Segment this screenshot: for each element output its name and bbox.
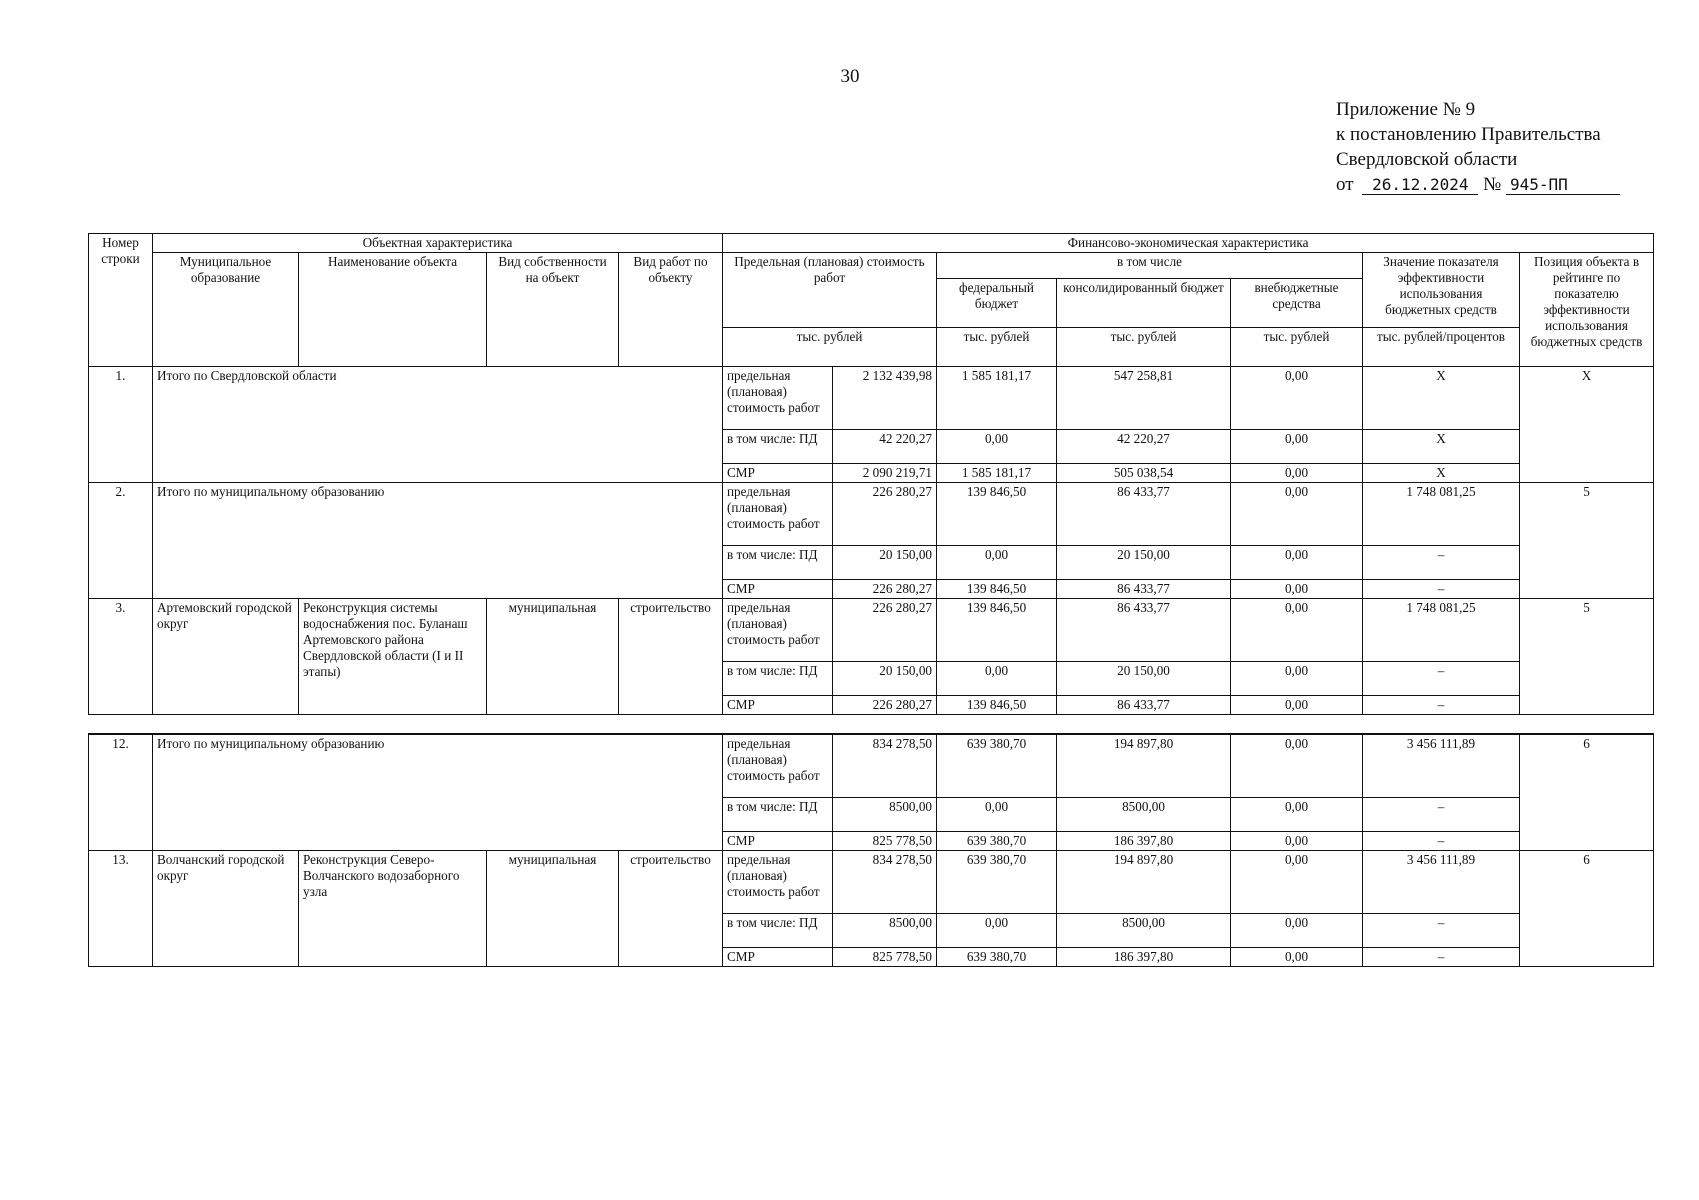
appendix-region: Свердловской области [1336, 149, 1518, 170]
consolidated-budget: 194 897,80 [1057, 851, 1231, 914]
header-work-type: Вид работ по объекту [619, 253, 723, 367]
municipality-cell: Артемовский городской округ [153, 599, 299, 715]
extrabudget-funds: 0,00 [1231, 580, 1363, 599]
row-type-label: СМР [723, 696, 833, 715]
extrabudget-funds: 0,00 [1231, 662, 1363, 696]
efficiency-value: – [1363, 948, 1520, 967]
extrabudget-funds: 0,00 [1231, 599, 1363, 662]
decree-number: 945-ПП [1506, 175, 1620, 195]
extrabudget-funds: 0,00 [1231, 832, 1363, 851]
consolidated-budget: 8500,00 [1057, 914, 1231, 948]
header-unit-consolidated: тыс. рублей [1057, 328, 1231, 367]
row-number: 12. [89, 734, 153, 851]
budget-table [88, 233, 1654, 967]
federal-budget: 139 846,50 [937, 580, 1057, 599]
cost-total: 2 132 439,98 [833, 367, 937, 430]
consolidated-budget: 186 397,80 [1057, 832, 1231, 851]
efficiency-value: 1 748 081,25 [1363, 599, 1520, 662]
row-type-label: СМР [723, 464, 833, 483]
efficiency-value: 1 748 081,25 [1363, 483, 1520, 546]
federal-budget: 0,00 [937, 430, 1057, 464]
federal-budget: 0,00 [937, 546, 1057, 580]
extrabudget-funds: 0,00 [1231, 734, 1363, 798]
consolidated-budget: 86 433,77 [1057, 483, 1231, 546]
work-type-cell: строительство [619, 599, 723, 715]
row-type-label: предельная (плановая) стоимость работ [723, 734, 833, 798]
total-title: Итого по муниципальному образованию [153, 483, 723, 599]
header-municipality: Муниципальное образование [153, 253, 299, 367]
cost-total: 2 090 219,71 [833, 464, 937, 483]
header-rating: Позиция объекта в рейтинге по показателю эффективности использования бюджетных средств [1520, 253, 1654, 367]
table-body [89, 367, 1654, 967]
cost-total: 834 278,50 [833, 734, 937, 798]
efficiency-value: Х [1363, 367, 1520, 430]
header-object-group: Объектная характеристика [153, 234, 723, 253]
extrabudget-funds: 0,00 [1231, 948, 1363, 967]
table-gap-row [89, 715, 1654, 735]
row-type-label: в том числе: ПД [723, 430, 833, 464]
page-number: 30 [840, 66, 860, 87]
date-prefix: от [1336, 174, 1354, 195]
appendix-date-line [1336, 172, 1666, 197]
row-type-label: предельная (плановая) стоимость работ [723, 367, 833, 430]
row-type-label: СМР [723, 832, 833, 851]
cost-total: 226 280,27 [833, 599, 937, 662]
table-row [89, 367, 1654, 430]
row-type-label: СМР [723, 580, 833, 599]
gap-cell [89, 715, 1654, 735]
consolidated-budget: 20 150,00 [1057, 662, 1231, 696]
row-number: 1. [89, 367, 153, 483]
federal-budget: 139 846,50 [937, 696, 1057, 715]
federal-budget: 0,00 [937, 798, 1057, 832]
rating-position: 6 [1520, 734, 1654, 851]
extrabudget-funds: 0,00 [1231, 696, 1363, 715]
cost-total: 42 220,27 [833, 430, 937, 464]
object-name-cell: Реконструкция Северо-Волчанского водозаборного узла [299, 851, 487, 967]
federal-budget: 139 846,50 [937, 599, 1057, 662]
consolidated-budget: 8500,00 [1057, 798, 1231, 832]
row-type-label: предельная (плановая) стоимость работ [723, 851, 833, 914]
table-row [89, 599, 1654, 662]
row-type-label: предельная (плановая) стоимость работ [723, 483, 833, 546]
header-unit-extrabudget: тыс. рублей [1231, 328, 1363, 367]
cost-total: 20 150,00 [833, 662, 937, 696]
ownership-cell: муниципальная [487, 851, 619, 967]
cost-total: 226 280,27 [833, 696, 937, 715]
cost-total: 8500,00 [833, 798, 937, 832]
federal-budget: 639 380,70 [937, 948, 1057, 967]
federal-budget: 0,00 [937, 914, 1057, 948]
row-type-label: в том числе: ПД [723, 546, 833, 580]
cost-total: 226 280,27 [833, 580, 937, 599]
appendix-header [1336, 97, 1666, 197]
row-type-label: в том числе: ПД [723, 914, 833, 948]
municipality-cell: Волчанский городской округ [153, 851, 299, 967]
header-including: в том числе [937, 253, 1363, 279]
efficiency-value: – [1363, 914, 1520, 948]
header-finance-group: Финансово-экономическая характеристика [723, 234, 1654, 253]
consolidated-budget: 86 433,77 [1057, 696, 1231, 715]
rating-position: Х [1520, 367, 1654, 483]
cost-total: 834 278,50 [833, 851, 937, 914]
rating-position: 5 [1520, 483, 1654, 599]
work-type-cell: строительство [619, 851, 723, 967]
efficiency-value: – [1363, 832, 1520, 851]
extrabudget-funds: 0,00 [1231, 798, 1363, 832]
row-type-label: СМР [723, 948, 833, 967]
header-unit-efficiency: тыс. рублей/процентов [1363, 328, 1520, 367]
federal-budget: 639 380,70 [937, 734, 1057, 798]
federal-budget: 139 846,50 [937, 483, 1057, 546]
total-title: Итого по Свердловской области [153, 367, 723, 483]
row-type-label: в том числе: ПД [723, 798, 833, 832]
consolidated-budget: 42 220,27 [1057, 430, 1231, 464]
header-extrabudget: внебюджетные средства [1231, 279, 1363, 328]
table-header [89, 234, 1654, 367]
cost-total: 825 778,50 [833, 948, 937, 967]
header-unit-federal: тыс. рублей [937, 328, 1057, 367]
header-row-number: Номер строки [89, 234, 153, 367]
header-consolidated: консолидированный бюджет [1057, 279, 1231, 328]
federal-budget: 639 380,70 [937, 832, 1057, 851]
object-name-cell: Реконструкция системы водоснабжения пос. Буланаш Артемовского района Свердловской области (I и II этапы) [299, 599, 487, 715]
table-row [89, 734, 1654, 798]
cost-total: 8500,00 [833, 914, 937, 948]
efficiency-value: – [1363, 798, 1520, 832]
cost-total: 20 150,00 [833, 546, 937, 580]
consolidated-budget: 505 038,54 [1057, 464, 1231, 483]
extrabudget-funds: 0,00 [1231, 914, 1363, 948]
header-max-cost: Предельная (плановая) стоимость работ [723, 253, 937, 328]
consolidated-budget: 547 258,81 [1057, 367, 1231, 430]
efficiency-value: 3 456 111,89 [1363, 851, 1520, 914]
row-number: 13. [89, 851, 153, 967]
ownership-cell: муниципальная [487, 599, 619, 715]
cost-total: 226 280,27 [833, 483, 937, 546]
header-efficiency: Значение показателя эффективности использования бюджетных средств [1363, 253, 1520, 328]
appendix-decree: к постановлению Правительства [1336, 124, 1601, 145]
header-federal: федеральный бюджет [937, 279, 1057, 328]
rating-position: 6 [1520, 851, 1654, 967]
consolidated-budget: 20 150,00 [1057, 546, 1231, 580]
appendix-title: Приложение № 9 [1336, 99, 1476, 120]
extrabudget-funds: 0,00 [1231, 546, 1363, 580]
consolidated-budget: 86 433,77 [1057, 580, 1231, 599]
number-prefix: № [1483, 174, 1502, 195]
rating-position: 5 [1520, 599, 1654, 715]
efficiency-value: Х [1363, 464, 1520, 483]
efficiency-value: – [1363, 580, 1520, 599]
total-title: Итого по муниципальному образованию [153, 734, 723, 851]
table-row [89, 851, 1654, 914]
federal-budget: 1 585 181,17 [937, 464, 1057, 483]
row-number: 3. [89, 599, 153, 715]
efficiency-value: – [1363, 546, 1520, 580]
federal-budget: 0,00 [937, 662, 1057, 696]
table-row [89, 483, 1654, 546]
decree-date: 26.12.2024 [1362, 175, 1478, 195]
efficiency-value: Х [1363, 430, 1520, 464]
header-object-name: Наименование объекта [299, 253, 487, 367]
efficiency-value: 3 456 111,89 [1363, 734, 1520, 798]
cost-total: 825 778,50 [833, 832, 937, 851]
header-unit-cost: тыс. рублей [723, 328, 937, 367]
extrabudget-funds: 0,00 [1231, 367, 1363, 430]
extrabudget-funds: 0,00 [1231, 464, 1363, 483]
efficiency-value: – [1363, 662, 1520, 696]
row-type-label: предельная (плановая) стоимость работ [723, 599, 833, 662]
extrabudget-funds: 0,00 [1231, 430, 1363, 464]
efficiency-value: – [1363, 696, 1520, 715]
row-type-label: в том числе: ПД [723, 662, 833, 696]
federal-budget: 1 585 181,17 [937, 367, 1057, 430]
federal-budget: 639 380,70 [937, 851, 1057, 914]
consolidated-budget: 86 433,77 [1057, 599, 1231, 662]
consolidated-budget: 186 397,80 [1057, 948, 1231, 967]
row-number: 2. [89, 483, 153, 599]
extrabudget-funds: 0,00 [1231, 851, 1363, 914]
extrabudget-funds: 0,00 [1231, 483, 1363, 546]
header-ownership: Вид собственности на объект [487, 253, 619, 367]
consolidated-budget: 194 897,80 [1057, 734, 1231, 798]
